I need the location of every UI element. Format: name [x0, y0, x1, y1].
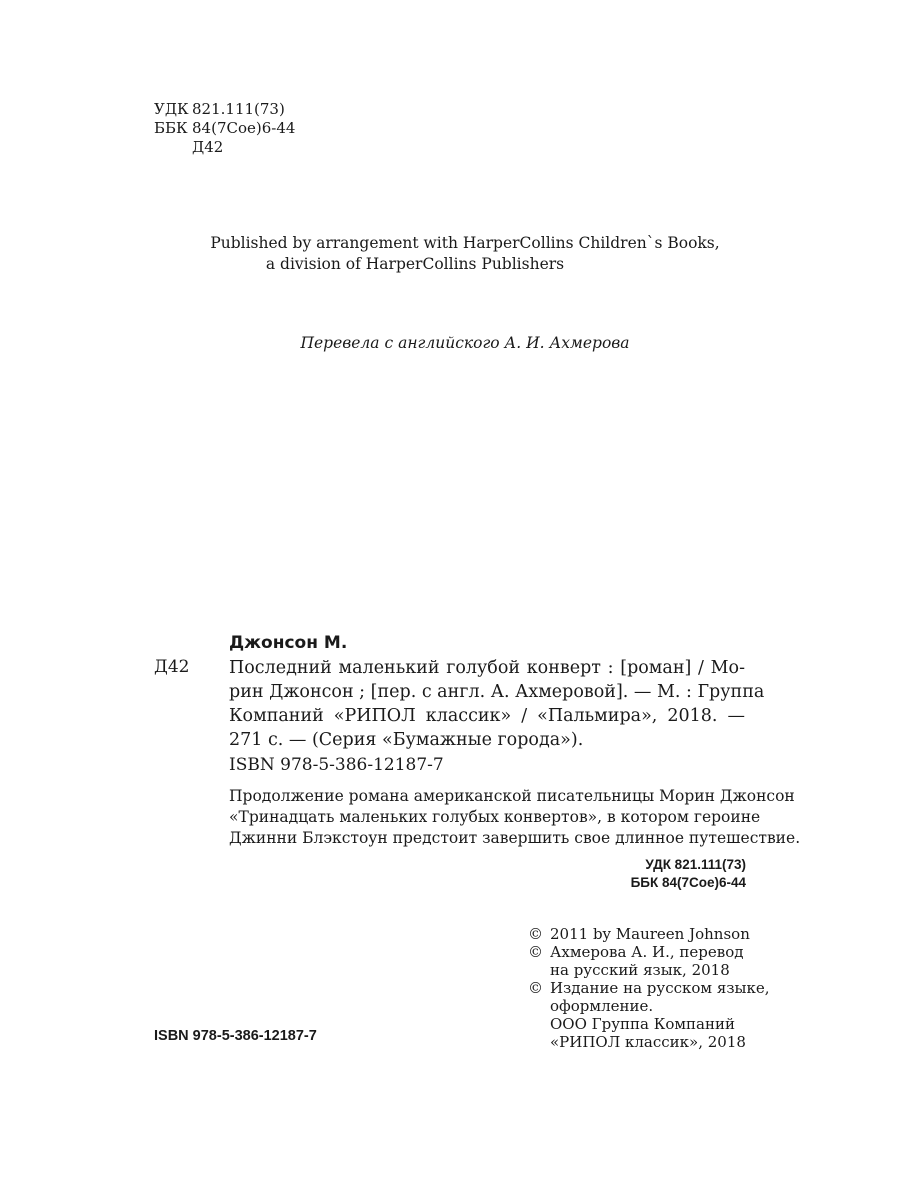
card-udk: УДК 821.111(73)	[645, 857, 746, 872]
publisher-notice-line-2: a division of HarperCollins Publishers	[265, 255, 565, 273]
entry-line-3: Компаний «РИПОЛ классик» / «Пальмира», 2018. —	[229, 706, 745, 726]
author-code-top: Д42	[192, 138, 224, 156]
translator-credit: Перевела с английского А. И. Ахмерова	[300, 334, 630, 352]
copyright-edition-line-3: ООО Группа Компаний	[550, 1015, 735, 1033]
card-author-code: Д42	[154, 657, 190, 677]
annotation-line-1: Продолжение романа американской писательницы Морин Джонсон	[229, 787, 795, 805]
copyright-edition-line-4: «РИПОЛ классик», 2018	[550, 1033, 746, 1051]
copyright-author	[528, 925, 750, 944]
copyright-edition	[528, 979, 769, 998]
entry-line-4: 271 с. — (Серия «Бумажные города»).	[229, 730, 584, 750]
copyright-edition-line-2: оформление.	[550, 997, 654, 1015]
copyright-icon: ©	[528, 979, 543, 997]
copyright-icon: ©	[528, 943, 543, 961]
udk-label: УДК	[154, 100, 189, 118]
bottom-isbn: ISBN 978-5-386-12187-7	[154, 1028, 317, 1044]
entry-line-1: Последний маленький голубой конверт : [роман] / Мо-	[229, 658, 745, 678]
publisher-notice-line-1: Published by arrangement with HarperCollins Children`s Books,	[210, 234, 720, 252]
copyright-icon: ©	[528, 925, 543, 943]
bbk-value: 84(7Сое)6-44	[192, 119, 296, 137]
copyright-translation	[528, 943, 744, 962]
copyright-author-text: 2011 by Maureen Johnson	[550, 925, 750, 943]
copyright-translation-line-1: Ахмерова А. И., перевод	[550, 943, 744, 961]
udk-value: 821.111(73)	[192, 100, 285, 118]
entry-line-2: рин Джонсон ; [пер. с англ. А. Ахмеровой]. — М. : Группа	[229, 682, 765, 702]
copyright-translation-line-2: на русский язык, 2018	[550, 961, 730, 979]
bbk-top	[154, 119, 295, 138]
copyright-edition-line-1: Издание на русском языке,	[550, 979, 770, 997]
annotation-line-2: «Тринадцать маленьких голубых конвертов», в котором героине	[229, 808, 761, 826]
udk-top	[154, 100, 285, 119]
card-isbn: ISBN 978-5-386-12187-7	[229, 755, 444, 775]
bbk-label: ББК	[154, 119, 188, 137]
annotation-line-3: Джинни Блэкстоун предстоит завершить свое длинное путешествие.	[229, 829, 801, 847]
card-author: Джонсон М.	[229, 633, 348, 653]
card-bbk: ББК 84(7Сое)6-44	[630, 875, 746, 890]
